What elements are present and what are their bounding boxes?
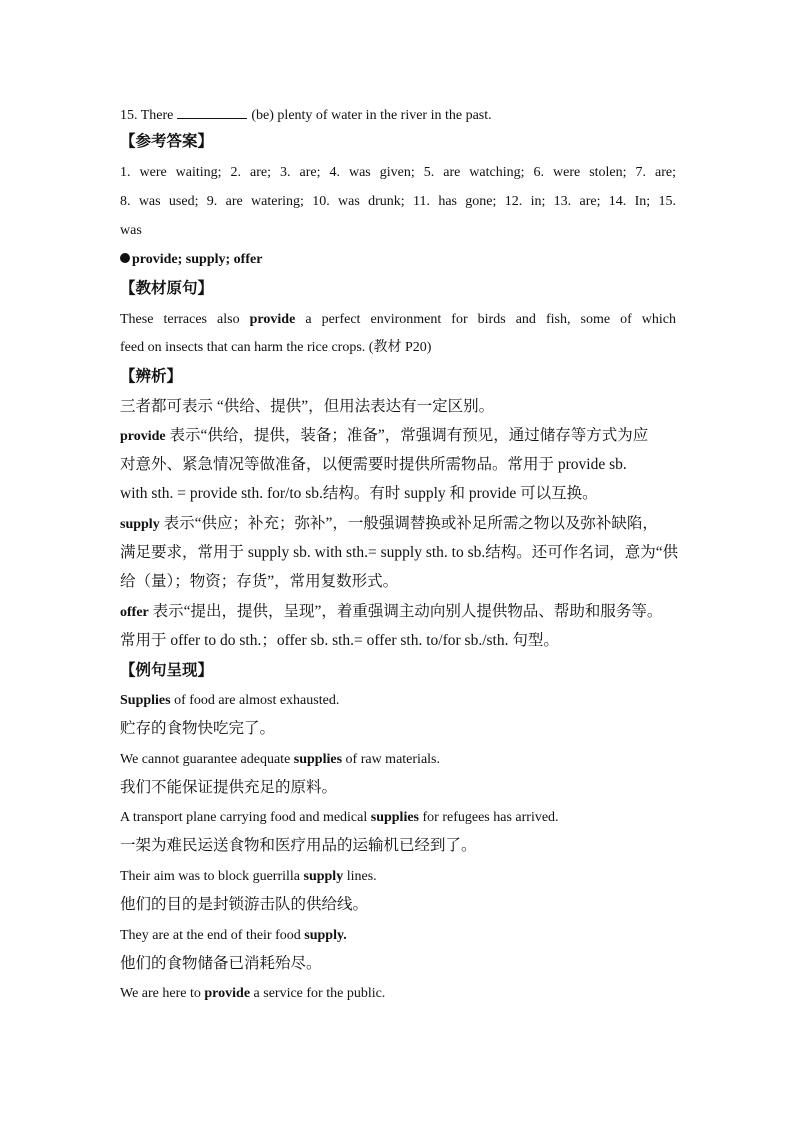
- supply-line-2: 满足要求，常用于 supply sb. with sth.= supply sth. to sb.结构。还可作名词，意为“供: [120, 544, 679, 561]
- example-text: of raw materials.: [345, 752, 440, 767]
- exercise-15: [120, 104, 492, 126]
- example-text: Their aim was to block guerrilla: [120, 869, 300, 884]
- example-2: [120, 750, 440, 770]
- supply-line-3: 给（量）；物资；存货”，常用复数形式。: [120, 573, 399, 590]
- example-4-translation: 他们的目的是封锁游击队的供给线。: [120, 896, 369, 913]
- example-3: [120, 808, 559, 828]
- examples-heading: 【例句呈现】: [120, 662, 214, 679]
- example-4: [120, 867, 377, 887]
- exercise-15-prefix: 15. There: [120, 108, 174, 123]
- analysis-text: 表示“供给，提供，装备；准备”，常强调有预见，通过储存等方式为应: [169, 427, 649, 444]
- provide-line-2: 对意外、紧急情况等做准备，以便需要时提供所需物品。常用于 provide sb.: [120, 456, 627, 473]
- example-text: We cannot guarantee adequate: [120, 752, 291, 767]
- example-2-translation: 我们不能保证提供充足的原料。: [120, 779, 338, 796]
- keyword-provide: provide: [120, 429, 166, 444]
- example-3-translation: 一架为难民运送食物和医疗用品的运输机已经到了。: [120, 837, 477, 854]
- exercise-15-suffix: (be) plenty of water in the river in the past.: [251, 108, 492, 123]
- offer-line-1: [120, 602, 662, 623]
- keyword-supplies: supplies: [370, 810, 419, 825]
- example-5: [120, 926, 347, 946]
- analysis-text: 表示“提出，提供，呈现”，着重强调主动向别人提供物品、帮助和服务等。: [152, 603, 663, 620]
- example-text: a service for the public.: [253, 986, 386, 1001]
- topic-title: [120, 250, 262, 270]
- textbook-heading: 【教材原句】: [120, 280, 214, 297]
- analysis-heading: 【辨析】: [120, 368, 183, 385]
- offer-line-2: 常用于 offer to do sth.；offer sb. sth.= offer sth. to/for sb./sth. 句型。: [120, 632, 559, 649]
- keyword-supply: supply: [303, 869, 344, 884]
- textbook-text: a perfect environment for birds and fish, some of which: [305, 312, 677, 327]
- answers-line-1: 1. were waiting; 2. are; 3. are; 4. was given; 5. are watching; 6. were stolen; 7. are;: [120, 165, 676, 180]
- provide-line-3: with sth. = provide sth. for/to sb.结构。有时 supply 和 provide 可以互换。: [120, 485, 598, 502]
- textbook-line-1: [120, 310, 676, 330]
- keyword-supplies: Supplies: [120, 693, 171, 708]
- bullet-icon: [120, 253, 130, 263]
- example-text: lines.: [346, 869, 377, 884]
- example-text: We are here to: [120, 986, 201, 1001]
- example-text: A transport plane carrying food and medical: [120, 810, 368, 825]
- analysis-intro: 三者都可表示 “供给、提供”，但用法表达有一定区别。: [120, 398, 495, 415]
- keyword-supply: supply: [120, 517, 160, 532]
- example-text: They are at the end of their food: [120, 928, 301, 943]
- answers-line-2: 8. was used; 9. are watering; 10. was drunk; 11. has gone; 12. in; 13. are; 14. In; 15.: [120, 194, 676, 209]
- supply-line-1: [120, 514, 658, 535]
- example-text: of food are almost exhausted.: [174, 693, 340, 708]
- analysis-text: 表示“供应；补充；弥补”，一般强调替换或补足所需之物以及弥补缺陷，: [163, 515, 658, 532]
- keyword-offer: offer: [120, 605, 149, 620]
- keyword-provide: provide: [249, 312, 296, 327]
- example-text: for refugees has arrived.: [422, 810, 559, 825]
- textbook-text: These terraces also: [120, 312, 240, 327]
- answers-heading: 【参考答案】: [120, 133, 214, 150]
- example-1-translation: 贮存的食物快吃完了。: [120, 720, 276, 737]
- topic-title-text: provide; supply; offer: [132, 252, 263, 267]
- textbook-line-2: feed on insects that can harm the rice crops. (教材 P20): [120, 340, 432, 355]
- provide-line-1: [120, 426, 648, 447]
- keyword-supply: supply.: [304, 928, 347, 943]
- example-6: [120, 984, 385, 1004]
- answers-line-3: was: [120, 223, 142, 238]
- example-5-translation: 他们的食物储备已消耗殆尽。: [120, 955, 322, 972]
- example-1: [120, 691, 339, 711]
- keyword-supplies: supplies: [293, 752, 343, 767]
- keyword-provide: provide: [204, 986, 251, 1001]
- answer-blank: [177, 104, 247, 119]
